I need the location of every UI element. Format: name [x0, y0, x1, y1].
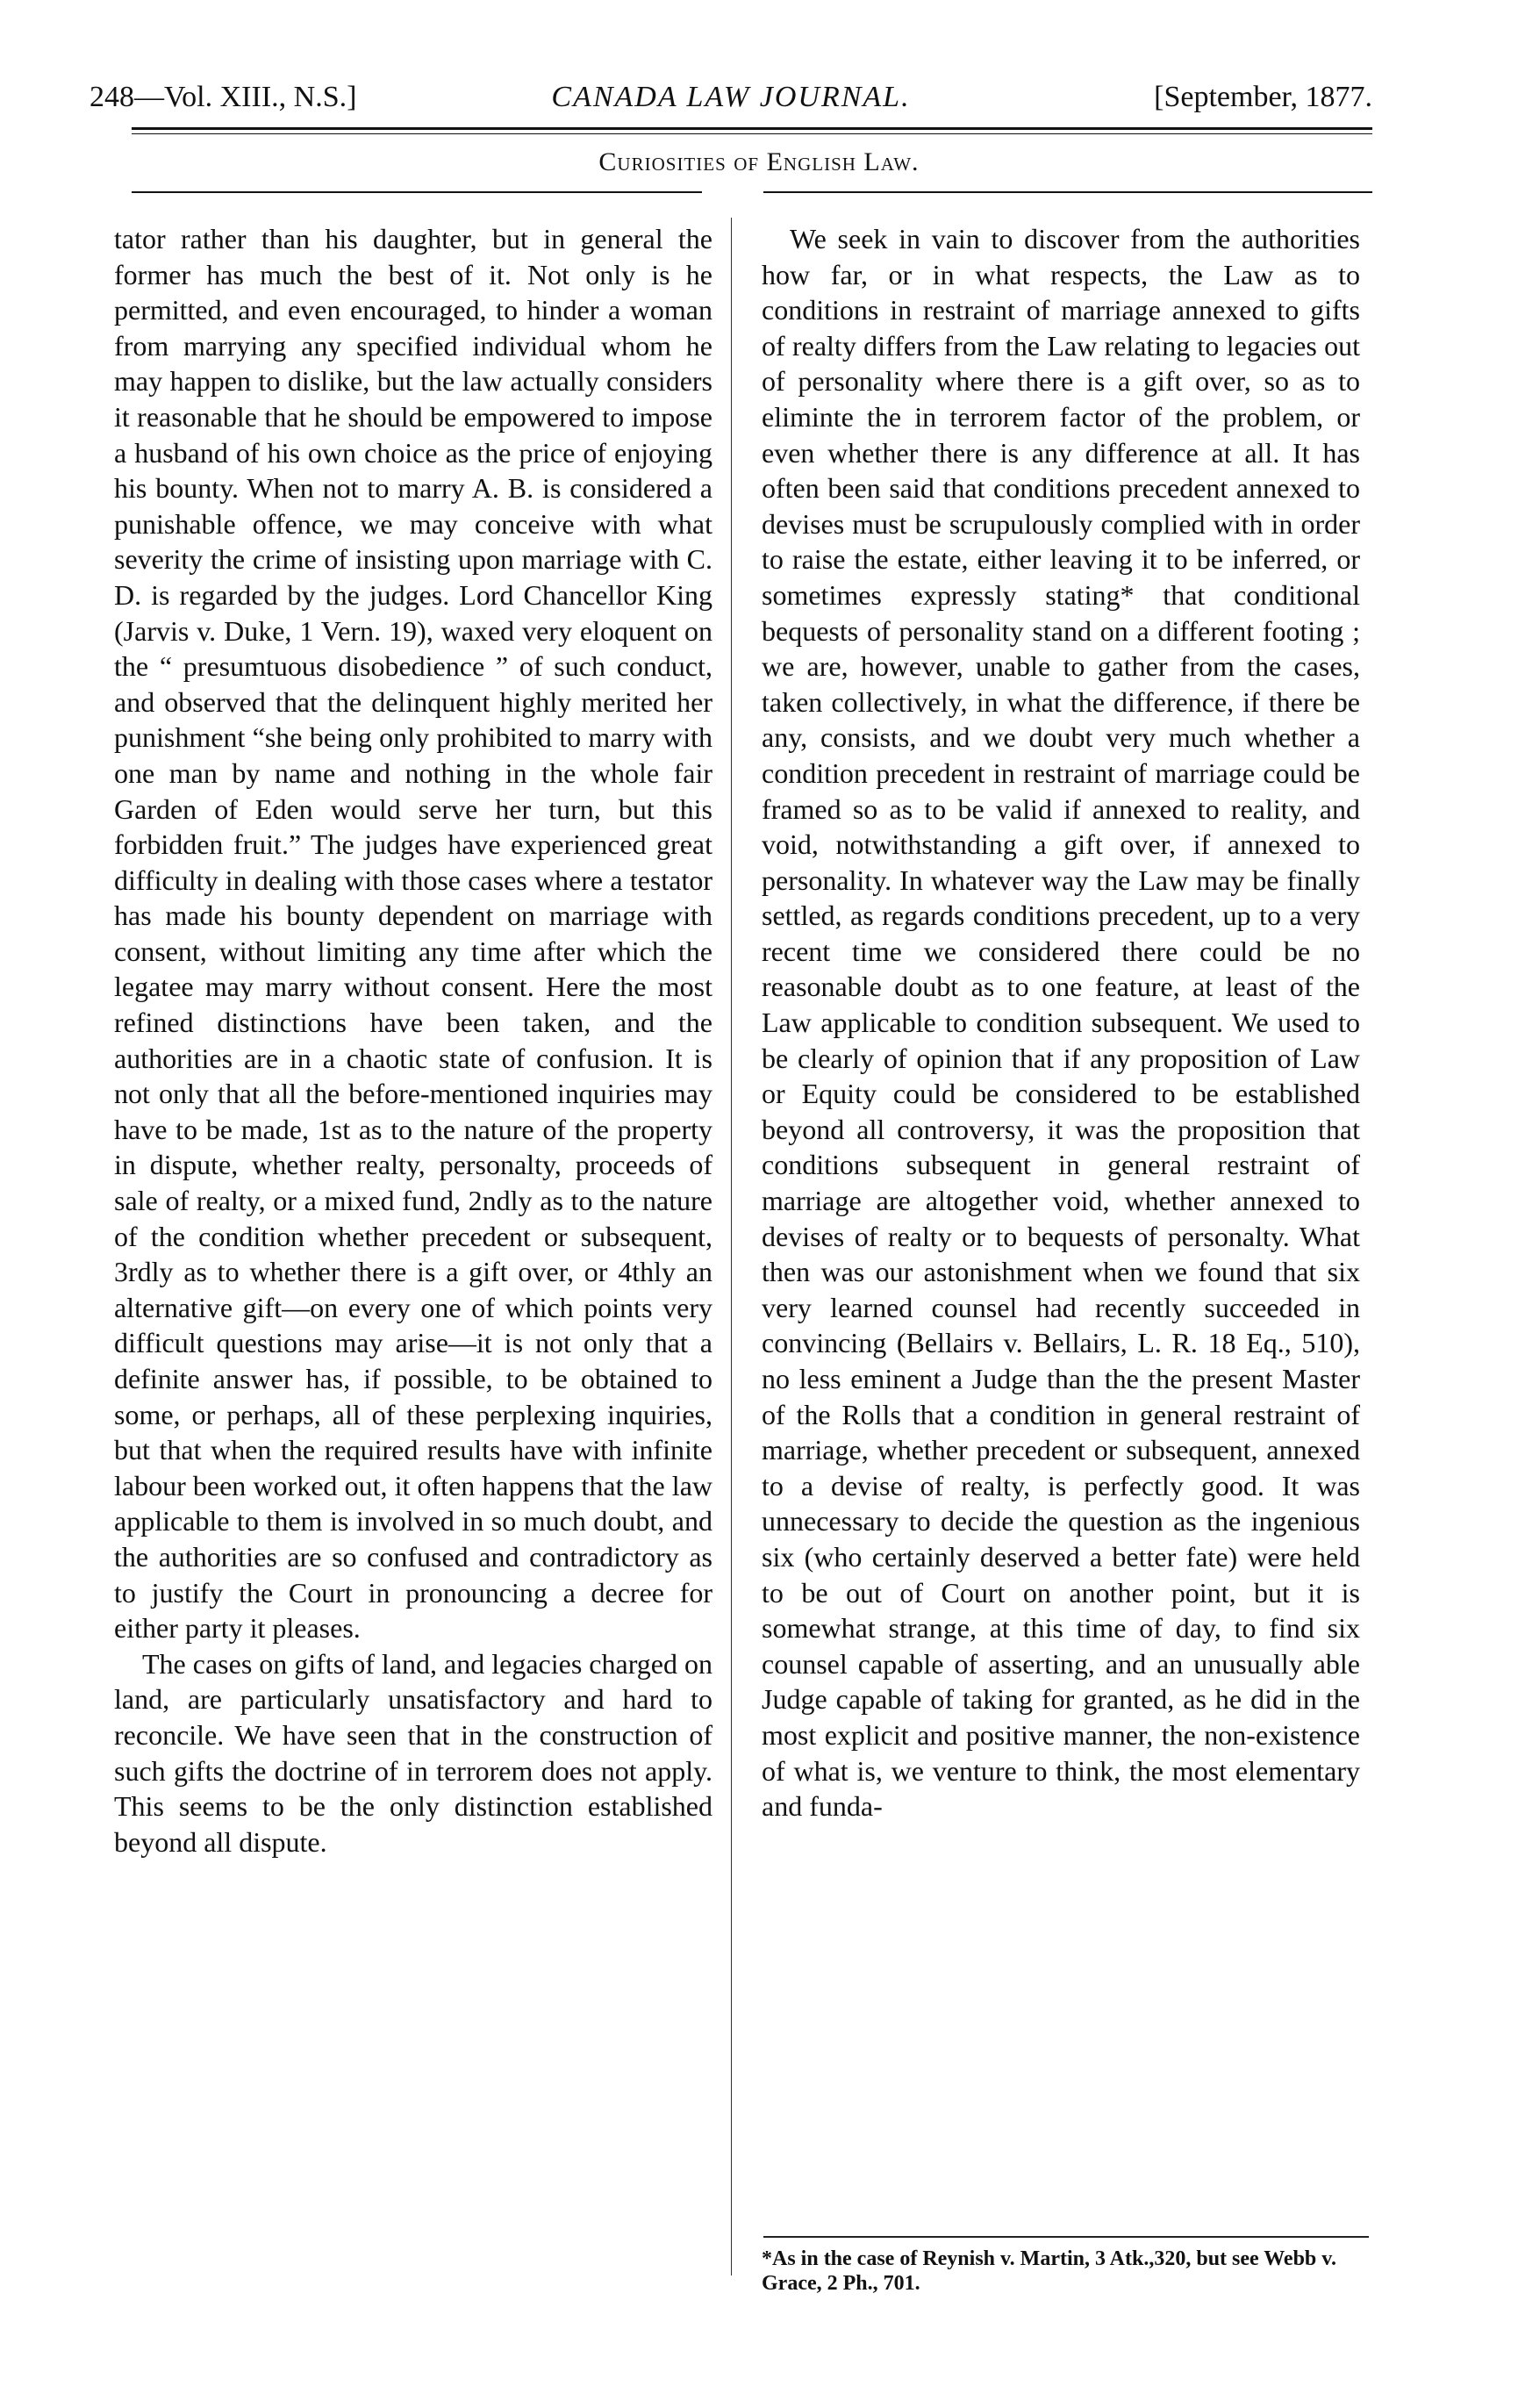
section-title: Curiosities of English Law. [598, 147, 920, 176]
column-divider [731, 218, 732, 2275]
issue-date: [September, 1877. [1154, 81, 1372, 113]
journal-title: CANADA LAW JOURNAL. [551, 81, 911, 113]
left-column [114, 221, 712, 1860]
section-rule-right [763, 191, 1372, 193]
page-reference: 248—Vol. XIII., N.S.] [90, 81, 357, 113]
paragraph: tator rather than his daughter, but in general the former has much the best of it. Not only is he permitted, and even encouraged, to hinder a woman from marrying any specified individual whom he may happen to dislike, but the law actually considers it reasonable that he should be empowered to impose a husband of his own choice as the price of enjoying his bounty. When not to marry A. B. is considered a punishable offence, we may conceive with what severity the crime of insisting upon marriage with C. D. is regarded by the judges. Lord Chancellor King (Jarvis v. Duke, 1 Vern. 19), waxed very eloquent on the “ presumtuous disobedience ” of such conduct, and observed that the delinquent highly merited her punishment “she being only prohibited to marry with one man by name and nothing in the whole fair Garden of Eden would serve her turn, but this forbidden fruit.” The judges have experienced great difficulty in dealing with those cases where a testator has made his bounty dependent on marriage with consent, without limiting any time after which the legatee may marry without consent. Here the most refined distinctions have been taken, and the authorities are in a chaotic state of confusion. It is not only that all the before-mentioned inquiries may have to be made, 1st as to the nature of the property in dispute, whether realty, personalty, proceeds of sale of realty, or a mixed fund, 2ndly as to the nature of the condition whether precedent or subsequent, 3rdly as to whether there is a gift over, or 4thly an alternative gift—on every one of which points very difficult questions may arise—it is not only that a definite answer has, if possible, to be obtained to some, or perhaps, all of these perplexing inquiries, but that when the required results have with infinite labour been worked out, it often happens that the law applicable to them is involved in so much doubt, and the authorities are so confused and contradictory as to justify the Court in pronouncing a decree for either party it pleases. [114, 223, 712, 1645]
footnote: *As in the case of Reynish v. Martin, 3 Atk.,320, but see Webb v. Grace, 2 Ph., 701. [762, 2247, 1336, 2295]
paragraph: We seek in vain to discover from the authorities how far, or in what respects, the Law as to conditions in restraint of marriage annexed to gifts of realty differs from the Law relating to legacies out of personality where there is a gift over, so as to eliminte the in terrorem factor of the problem, or even whether there is any difference at all. It has often been said that conditions precedent annexed to devises must be scrupulously complied with in order to raise the estate, either leaving it to be inferred, or sometimes expressly stating* that conditional bequests of personality stand on a different footing ; we are, however, unable to gather from the cases, taken collectively, in what the difference, if there be any, consists, and we doubt very much whether a condition precedent in restraint of marriage could be framed so as to be valid if annexed to reality, and void, notwithstanding a gift over, if annexed to personality. In whatever way the Law may be finally settled, as regards conditions precedent, up to a very recent time we considered there could be no reasonable doubt as to one feature, at least of the Law applicable to condition subsequent. We used to be clearly of opinion that if any proposition of Law or Equity could be considered to be established beyond all controversy, it was the proposition that conditions subsequent in general restraint of marriage are altogether void, whether annexed to devises of realty or to bequests of personalty. What then was our astonishment when we found that six very learned counsel had recently succeeded in convincing (Bellairs v. Bellairs, L. R. 18 Eq., 510), no less eminent a Judge than the the present Master of the Rolls that a condition in general restraint of marriage, whether precedent or subsequent, annexed to a devise of realty, is perfectly good. It was unnecessary to decide the question as the ingenious six (who certainly deserved a better fate) were held to be out of Court on another point, but it is somewhat strange, at this time of day, to find six counsel capable of asserting, and an unusually able Judge capable of taking for granted, as he did in the most explicit and positive manner, the non-existence of what is, we venture to think, the most elementary and funda- [762, 223, 1360, 1823]
right-column [762, 221, 1360, 1824]
running-header [90, 81, 1372, 125]
paragraph: The cases on gifts of land, and legacies charged on land, are particularly unsatisfactory and hard to reconcile. We have seen that in the construction of such gifts the doctrine of in terrorem does not apply. This seems to be the only distinction established beyond all dispute. [114, 1647, 712, 1858]
header-rule-top [132, 127, 1372, 130]
footnote-rule [763, 2236, 1369, 2238]
section-rule-left [132, 191, 702, 193]
header-rule-bottom [132, 133, 1372, 134]
